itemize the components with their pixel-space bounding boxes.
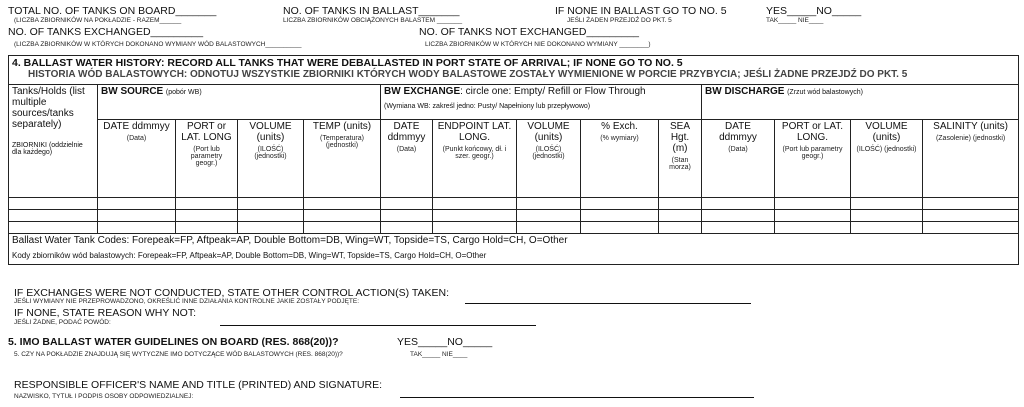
column-header — [775, 120, 851, 198]
if-none-label: IF NONE, STATE REASON WHY NOT: — [14, 307, 197, 319]
imo-yes-no[interactable]: YES_____NO_____ — [397, 336, 493, 348]
control-actions-line[interactable] — [465, 303, 751, 304]
column-header-pl: (% wymiary) — [600, 135, 639, 142]
column-header-pl: (Port lub parametry geogr.) — [782, 146, 843, 160]
column-header — [98, 120, 176, 198]
column-header — [659, 120, 702, 198]
bw-source-header — [98, 85, 381, 120]
ballast-history-table — [8, 55, 1019, 265]
tanks-not-exchanged-pl: LICZBA ZBIORNIKÓW W KTÓRYCH NIE DOKONANO WYMIANY ________) — [425, 41, 651, 48]
bw-source-pl: (pobór WB) — [165, 89, 202, 96]
reason-line[interactable] — [220, 325, 536, 326]
column-header-label: VOLUME (units) — [527, 121, 570, 143]
column-header-label: DATE ddmmyy — [719, 121, 757, 143]
officer-pl: NAZWISKO, TYTUŁ I PODPIS OSOBY ODPOWIEDZIALNEJ: — [14, 393, 194, 400]
bw-exchange-header — [381, 85, 702, 120]
table-row[interactable] — [9, 210, 1019, 222]
imo-guidelines-pl: 5. CZY NA POKŁADZIE ZNAJDUJĄ SIĘ WYTYCZNE IMO DOTYCZĄCE WÓD BALASTOWYCH (RES. 868(20))? — [14, 351, 343, 358]
signature-line[interactable] — [400, 397, 754, 398]
column-header-pl: (Data) — [396, 146, 417, 153]
not-conducted-pl: JEŚLI WYMIANY NIE PRZEPROWADZONO, OKREŚLIĆ INNE DZIAŁANIA KONTROLNE JAKIE ZOSTAŁY PODJĘTE: — [14, 298, 360, 305]
column-header-label: DATE ddmmyy — [387, 121, 426, 143]
tanks-not-exchanged-label: NO. OF TANKS NOT EXCHANGED_________ — [419, 26, 639, 38]
column-header — [923, 120, 1019, 198]
if-none-pl: JEŚLI ŻADNE, PODAĆ POWÓD: — [14, 319, 111, 326]
column-header — [517, 120, 581, 198]
column-header-label: % Exch. — [601, 121, 638, 132]
bw-exchange-pl: (Wymiana WB: zakreśl jedno: Pusty/ Napełniony lub przepływowo) — [384, 103, 591, 110]
tanks-exchanged-label: NO. OF TANKS EXCHANGED_________ — [8, 26, 204, 38]
column-header-pl: (Data) — [728, 146, 748, 153]
bw-discharge-header — [702, 85, 1019, 120]
tanks-holds-header — [9, 85, 98, 198]
column-header-pl: (ILOŚĆ) (jednostki) — [254, 146, 287, 160]
bw-source-label: BW SOURCE — [101, 86, 164, 97]
column-header-label: VOLUME (units) — [865, 121, 908, 143]
tanks-holds-pl: ZBIORNIKI (oddzielnie dla każdego) — [12, 142, 83, 156]
table-row[interactable] — [9, 222, 1019, 234]
total-tanks-label: TOTAL NO. OF TANKS ON BOARD_______ — [8, 5, 217, 17]
column-header-label: SALINITY (units) — [933, 121, 1008, 132]
column-header-label: PORT or LAT. LONG — [181, 121, 232, 143]
tanks-exchanged-pl: (LICZBA ZBIORNIKÓW W KTÓRYCH DOKONANO WYMIANY WÓD BALASTOWYCH__________ — [14, 41, 302, 48]
tanks-holds-label: Tanks/Holds (list multiple sources/tanks separately) — [12, 86, 85, 130]
column-header — [433, 120, 517, 198]
bw-exchange-rest: : circle one: Empty/ Refill or Flow Through — [460, 86, 646, 97]
tanks-ballast-pl: LICZBA ZBIORNIKÓW OBCIĄŻONYCH BALASTEM _______ — [283, 17, 463, 24]
total-tanks-pl: (LICZBA ZBIORNIKÓW NA POKŁADZIE - RAZEM______ — [14, 17, 182, 24]
tank-codes-pl: Kody zbiorników wód balastowych: Forepeak=FP, Aftpeak=AP, Double Bottom=DB, Wing=WT, Topside=TS, Cargo Hold=CH, O=Other — [12, 251, 487, 260]
column-header-pl: (Data) — [126, 135, 147, 142]
bw-discharge-label: BW DISCHARGE — [705, 86, 785, 97]
column-header — [581, 120, 659, 198]
officer-label: RESPONSIBLE OFFICER'S NAME AND TITLE (PRINTED) AND SIGNATURE: — [14, 379, 383, 391]
column-header — [238, 120, 304, 198]
section4-header — [9, 56, 1019, 85]
tank-codes-label: Ballast Water Tank Codes: Forepeak=FP, Aftpeak=AP, Double Bottom=DB, Wing=WT, Topside=TS, Cargo Hold=CH, O=Other — [12, 235, 568, 246]
column-header-label: VOLUME (units) — [249, 121, 292, 143]
column-header-pl: (Zasolenie) (jednostki) — [935, 135, 1006, 142]
none-ballast-label: IF NONE IN BALLAST GO TO NO. 5 — [555, 5, 727, 17]
none-ballast-pl: JEŚLI ŻADEN PRZEJDŹ DO PKT. 5 — [567, 17, 672, 24]
ballast-yes-no[interactable]: YES_____NO_____ — [766, 5, 862, 17]
tank-codes — [9, 234, 1019, 265]
column-header-pl: (Stan morza) — [669, 157, 691, 171]
column-header-label: ENDPOINT LAT. LONG. — [437, 121, 512, 143]
tanks-ballast-label: NO. OF TANKS IN BALLAST_______ — [283, 5, 460, 17]
column-header-pl: (ILOŚĆ) (jednostki) — [532, 146, 565, 160]
not-conducted-label: IF EXCHANGES WERE NOT CONDUCTED, STATE OTHER CONTROL ACTION(S) TAKEN: — [14, 287, 450, 299]
column-header-pl: (Temperatura) (jednostki) — [320, 135, 364, 149]
bw-discharge-pl: (Zrzut wód balastowych) — [787, 89, 863, 96]
column-header — [851, 120, 923, 198]
column-header-label: SEA Hgt. (m) — [669, 121, 690, 154]
column-header — [702, 120, 775, 198]
column-header-pl: (ILOŚĆ) (jednostki) — [856, 146, 917, 153]
column-header-pl: (Punkt końcowy, dł. i szer. geogr.) — [442, 146, 507, 160]
column-header-pl: (Port lub parametry geogr.) — [190, 146, 223, 167]
imo-guidelines-label: 5. IMO BALLAST WATER GUIDELINES ON BOARD (RES. 868(20))? — [8, 336, 339, 348]
column-header — [176, 120, 238, 198]
column-header-label: TEMP (units) — [312, 121, 372, 132]
imo-tak-nie: TAK_____ NIE____ — [410, 351, 468, 358]
section4-title-pl: HISTORIA WÓD BALASTOWYCH: ODNOTUJ WSZYSTKIE ZBIORNIKI KTÓRYCH WODY BALASTOWE ZOSTAŁY WYMIENIONE W PORCIE PRZYBYCIA; JEŚLI ŻADNE PRZEJDŹ DO PKT. 5 — [28, 69, 908, 80]
column-header — [304, 120, 381, 198]
column-header — [381, 120, 433, 198]
column-headers — [9, 120, 1019, 198]
section4-title: 4. BALLAST WATER HISTORY: RECORD ALL TANKS THAT WERE DEBALLASTED IN PORT STATE OF ARRIVAL; IF NONE GO TO NO. 5 — [12, 57, 683, 69]
table-row[interactable] — [9, 198, 1019, 210]
column-header-label: DATE ddmmyy — [103, 121, 170, 132]
ballast-tak-nie: TAK_____ NIE____ — [766, 17, 824, 24]
bw-exchange-label: BW EXCHANGE — [384, 86, 461, 97]
column-header-label: PORT or LAT. LONG. — [781, 121, 844, 143]
